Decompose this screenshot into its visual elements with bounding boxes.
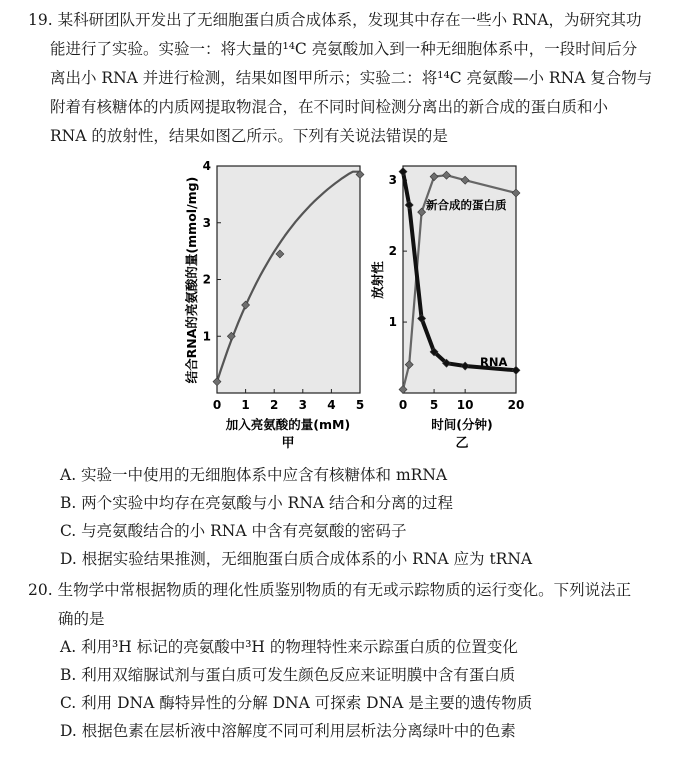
- q20-option-a[interactable]: A. 利用³H 标记的亮氨酸中³H 的物理特性来示踪蛋白质的位置变化: [60, 638, 518, 656]
- q20-number: 20.: [28, 581, 53, 599]
- y-tick-label: 3: [202, 215, 211, 230]
- q19-line-1: 19. 某科研团队开发出了无细胞蛋白质合成体系，发现其中存在一些小 RNA，为研究其功: [28, 11, 642, 29]
- q20-option-d[interactable]: D. 根据色素在层析液中溶解度不同可利用层析法分离绿叶中的色素: [60, 722, 516, 740]
- q19-line-3: 离出小 RNA 并进行检测，结果如图甲所示；实验二：将¹⁴C 亮氨酸—小 RNA 复合物与: [50, 69, 653, 87]
- chart-yi-series-label-protein: 新合成的蛋白质: [426, 198, 507, 212]
- q19-option-d[interactable]: D. 根据实验结果推测，无细胞蛋白质合成体系的小 RNA 应为 tRNA: [60, 550, 533, 568]
- chart-yi: [370, 166, 524, 451]
- y-tick-label: 2: [202, 272, 211, 287]
- x-tick-label: 1: [241, 398, 250, 412]
- x-tick-label: 5: [355, 398, 365, 412]
- q19-line-4: 附着有核糖体的内质网提取物混合，在不同时间检测分离出的新合成的蛋白质和小: [50, 98, 609, 116]
- y-tick-label: 2: [388, 244, 397, 259]
- question-19-stem: [28, 6, 668, 151]
- chart-yi-series-label-rna: RNA: [480, 355, 508, 369]
- q20-option-b[interactable]: B. 利用双缩脲试剂与蛋白质可发生颜色反应来证明膜中含有蛋白质: [60, 666, 516, 684]
- y-tick-label: 1: [202, 329, 211, 344]
- q19-number: 19.: [28, 11, 53, 29]
- chart-jia-plot-area: [217, 166, 360, 393]
- q19-line-2: 能进行了实验。实验一：将大量的¹⁴C 亮氨酸加入到一种无细胞体系中，一段时间后分: [50, 40, 638, 58]
- chart-jia-x-axis-label: 加入亮氨酸的量(mM): [225, 417, 351, 432]
- chart-jia-y-axis-label: 结合RNA的亮氨酸的量(mmol/mg): [184, 176, 199, 384]
- figure-charts: [0, 158, 692, 458]
- y-tick-label: 4: [202, 159, 211, 173]
- chart-jia: [184, 159, 364, 451]
- x-tick-label: 20: [507, 398, 525, 412]
- y-tick-label: 3: [388, 173, 397, 188]
- q20-line-2: 确的是: [58, 610, 105, 628]
- chart-yi-panel-label: 乙: [455, 436, 469, 451]
- chart-yi-y-axis-label: 放射性: [370, 261, 385, 299]
- question-20-stem: [28, 576, 668, 634]
- y-tick-label: 1: [388, 315, 397, 330]
- q19-line-5: RNA 的放射性，结果如图乙所示。下列有关说法错误的是: [50, 127, 448, 145]
- x-tick-label: 10: [456, 398, 474, 412]
- x-tick-label: 5: [429, 398, 439, 412]
- q19-option-c[interactable]: C. 与亮氨酸结合的小 RNA 中含有亮氨酸的密码子: [60, 522, 407, 540]
- x-tick-label: 0: [398, 398, 408, 412]
- chart-yi-x-axis-label: 时间(分钟): [431, 417, 493, 432]
- q19-option-a[interactable]: A. 实验一中使用的无细胞体系中应含有核糖体和 mRNA: [60, 466, 448, 484]
- x-tick-label: 4: [327, 398, 336, 412]
- x-tick-label: 3: [298, 398, 307, 412]
- x-tick-label: 2: [270, 398, 279, 412]
- q19-option-b[interactable]: B. 两个实验中均存在亮氨酸与小 RNA 结合和分离的过程: [60, 494, 454, 512]
- q20-option-c[interactable]: C. 利用 DNA 酶特异性的分解 DNA 可探索 DNA 是主要的遗传物质: [60, 694, 533, 712]
- x-tick-label: 0: [212, 398, 222, 412]
- chart-jia-panel-label: 甲: [281, 436, 295, 451]
- q20-line-1: 20. 生物学中常根据物质的理化性质鉴别物质的有无或示踪物质的运行变化。下列说法正: [28, 581, 632, 599]
